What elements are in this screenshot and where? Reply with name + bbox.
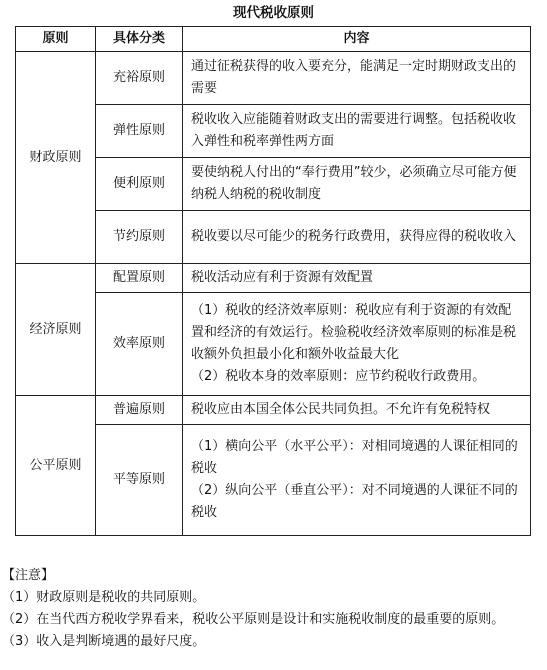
subcategory-cell: 效率原则 xyxy=(96,293,183,396)
category-cell: 公平原则 xyxy=(16,396,96,536)
header-content: 内容 xyxy=(183,27,531,52)
content-cell xyxy=(183,158,531,211)
content-line: 要使纳税人付出的“奉行费用”较少，必须确立尽可能方便纳税人纳税的税收制度 xyxy=(191,165,517,202)
content-line: 税收活动应有利于资源有效配置 xyxy=(191,270,374,285)
table-header-row xyxy=(16,27,531,52)
note-item: （2）在当代西方税收学界看来，税收公平原则是设计和实施税收制度的最重要的原则。 xyxy=(2,612,505,627)
table-row xyxy=(16,264,531,293)
subcategory-cell: 便利原则 xyxy=(96,158,183,211)
subcategory-cell: 平等原则 xyxy=(96,425,183,536)
content-cell xyxy=(183,211,531,264)
content-cell xyxy=(183,293,531,396)
category-cell: 经济原则 xyxy=(16,264,96,396)
header-subcategory: 具体分类 xyxy=(96,27,183,52)
content-line: 税收要以尽可能少的税务行政费用，获得应得的税收收入 xyxy=(191,229,517,244)
content-cell xyxy=(183,425,531,536)
notes-section xyxy=(2,565,547,653)
subcategory-cell: 节约原则 xyxy=(96,211,183,264)
subcategory-cell: 弹性原则 xyxy=(96,105,183,158)
content-cell xyxy=(183,396,531,425)
content-line: （1）税收的经济效率原则：税收应有利于资源的有效配置和经济的有效运行。检验税收经济效率原则的标准是税收额外负担最小化和额外收益最大化 xyxy=(191,303,517,362)
note-item: （3）收入是判断境遇的最好尺度。 xyxy=(2,634,206,649)
content-line: 通过征税获得的收入要充分，能满足一定时期财政支出的需要 xyxy=(191,59,517,96)
content-line: 税收应由本国全体公民共同负担。不允许有免税特权 xyxy=(191,402,491,417)
note-item: （1）财政原则是税收的共同原则。 xyxy=(2,590,206,605)
content-line: （2）纵向公平（垂直公平）：对不同境遇的人课征不同的税收 xyxy=(191,483,518,520)
table-row xyxy=(16,396,531,425)
content-line: （2）税收本身的效率原则：应节约税收行政费用。 xyxy=(191,369,486,384)
principles-table xyxy=(15,26,531,536)
subcategory-cell: 普遍原则 xyxy=(96,396,183,425)
content-cell xyxy=(183,105,531,158)
notes-heading: 【注意】 xyxy=(2,568,55,583)
content-line: （1）横向公平（水平公平）：对相同境遇的人课征相同的税收 xyxy=(191,439,518,476)
table-row xyxy=(16,52,531,105)
subcategory-cell: 配置原则 xyxy=(96,264,183,293)
content-cell xyxy=(183,52,531,105)
page-title: 现代税收原则 xyxy=(233,5,314,21)
category-cell: 财政原则 xyxy=(16,52,96,264)
content-cell xyxy=(183,264,531,293)
subcategory-cell: 充裕原则 xyxy=(96,52,183,105)
content-line: 税收收入应能随着财政支出的需要进行调整。包括税收收入弹性和税率弹性两方面 xyxy=(191,112,517,149)
header-principle: 原则 xyxy=(16,27,96,52)
